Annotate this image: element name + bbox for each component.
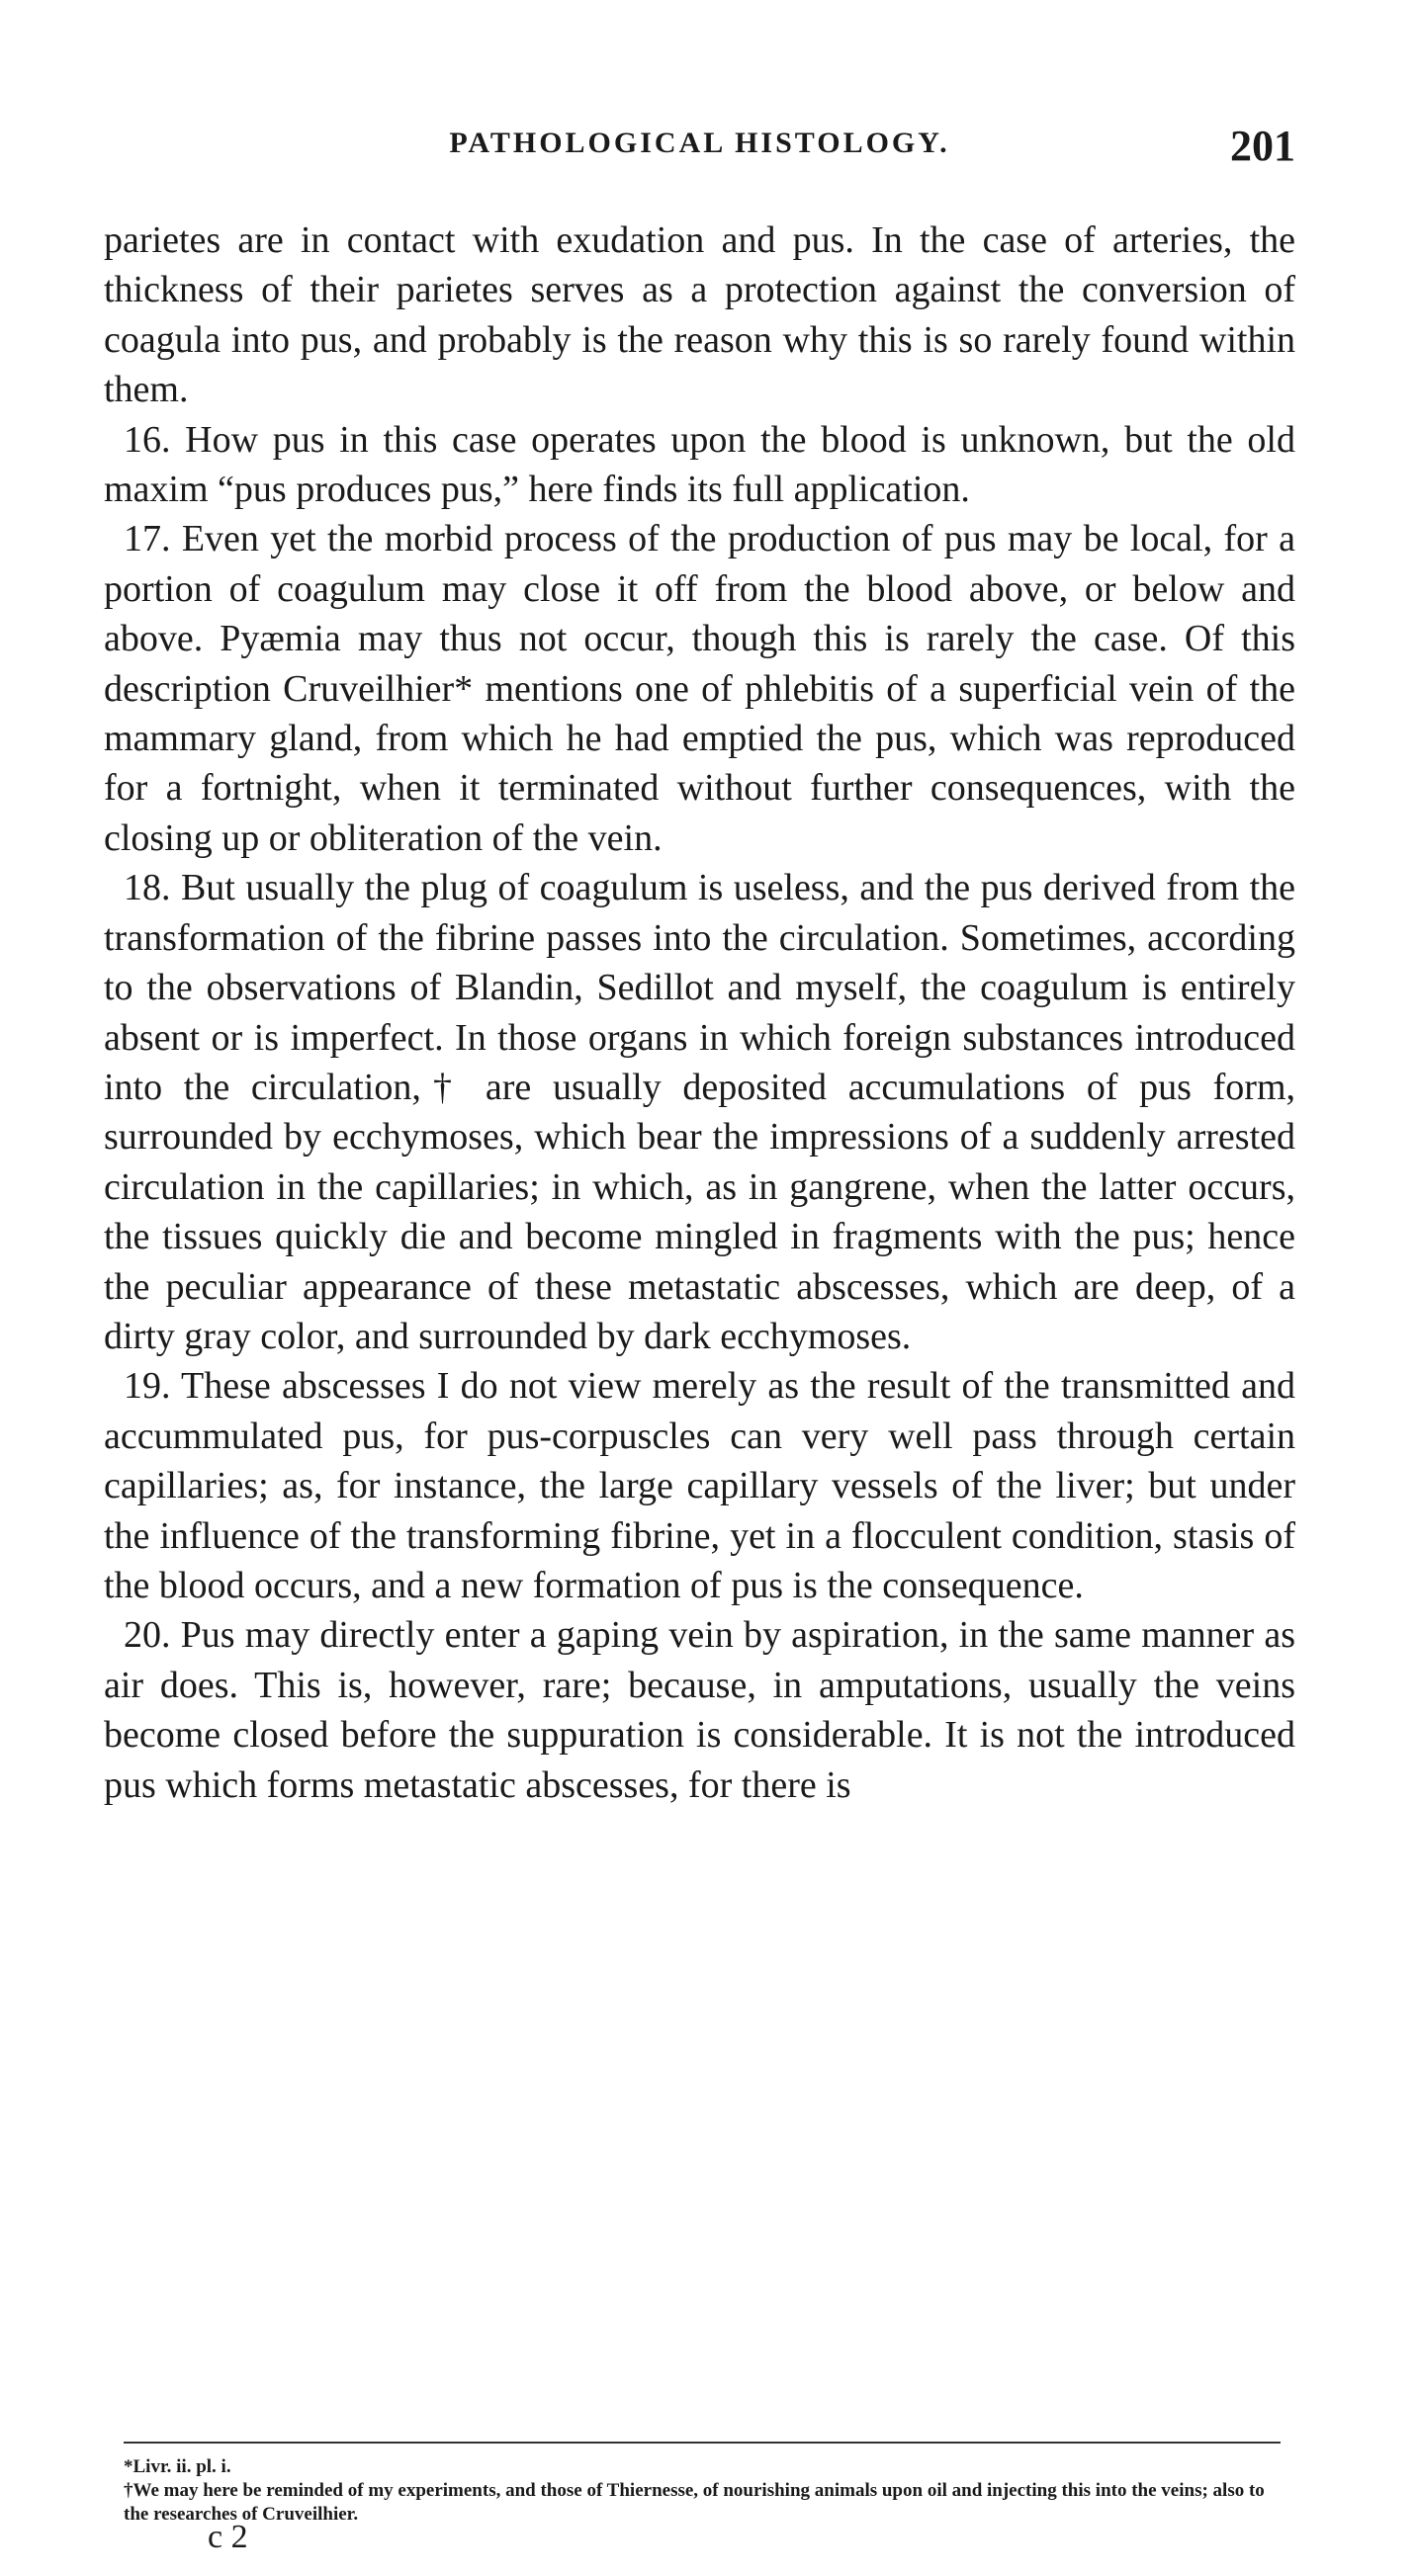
page-number: 201 xyxy=(1230,122,1295,170)
running-title: PATHOLOGICAL HISTOLOGY. xyxy=(449,127,950,159)
page-header xyxy=(104,121,1295,170)
paragraph-20: 20. Pus may directly enter a gaping vein by aspiration, in the same manner as air does. This is, however, rare; because, in amputations, usually the veins become closed before the suppuration is considerable. It is not the introduced pus which forms metastatic abscesses, for there is xyxy=(104,1614,1295,1806)
paragraph-19: 19. These abscesses I do not view merely as the result of the transmitted and accummulated pus, for pus-corpuscles can very well pass through certain capillaries; as, for instance, the large capillary vessels of the liver; but under the influence of the transforming fibrine, yet in a flocculent condition, stasis of the blood occurs, and a new formation of pus is the consequence. xyxy=(104,1365,1295,1606)
footnote-1: *Livr. ii. pl. i. xyxy=(124,2456,231,2477)
paragraph-continued: parietes are in contact with exudation and pus. In the case of arteries, the thickness of their parietes serves as a protection against the conversion of coagula into pus, and probably is the reason why this is so rarely found within them. xyxy=(104,219,1295,411)
footnotes xyxy=(124,2455,1290,2527)
signature-mark: c 2 xyxy=(208,2519,248,2555)
paragraph-16: 16. How pus in this case operates upon the blood is unknown, but the old maxim “pus produces pus,” here finds its full application. xyxy=(104,418,1295,511)
footnote-2: †We may here be reminded of my experiments, and those of Thiernesse, of nourishing animals upon oil and injecting this into the veins; also to the researches of Cruveilhier. xyxy=(124,2480,1265,2525)
paragraph-17: 17. Even yet the morbid process of the production of pus may be local, for a portion of coagulum may close it off from the blood above, or below and above. Pyæmia may thus not occur, though this is rarely the case. Of this description Cruveilhier* mentions one of phlebitis of a superficial vein of the mammary gland, from which he had emptied the pus, which was reproduced for a fortnight, when it terminated without further consequences, with the closing up or obliteration of the vein. xyxy=(104,518,1295,859)
footnote-divider xyxy=(124,2442,1281,2444)
paragraph-18: 18. But usually the plug of coagulum is useless, and the pus derived from the transformation of the fibrine passes into the circulation. Sometimes, according to the observations of Blandin, Sedillot and myself, the coagulum is entirely absent or is imperfect. In those organs in which foreign substances introduced into the circulation,† are usually deposited accumulations of pus form, surrounded by ecchymoses, which bear the impressions of a suddenly arrested circulation in the capillaries; in which, as in gangrene, when the latter occurs, the tissues quickly die and become mingled in fragments with the pus; hence the peculiar appearance of these metastatic abscesses, which are deep, of a dirty gray color, and surrounded by dark ecchymoses. xyxy=(104,867,1295,1357)
body-text xyxy=(104,215,1295,1810)
